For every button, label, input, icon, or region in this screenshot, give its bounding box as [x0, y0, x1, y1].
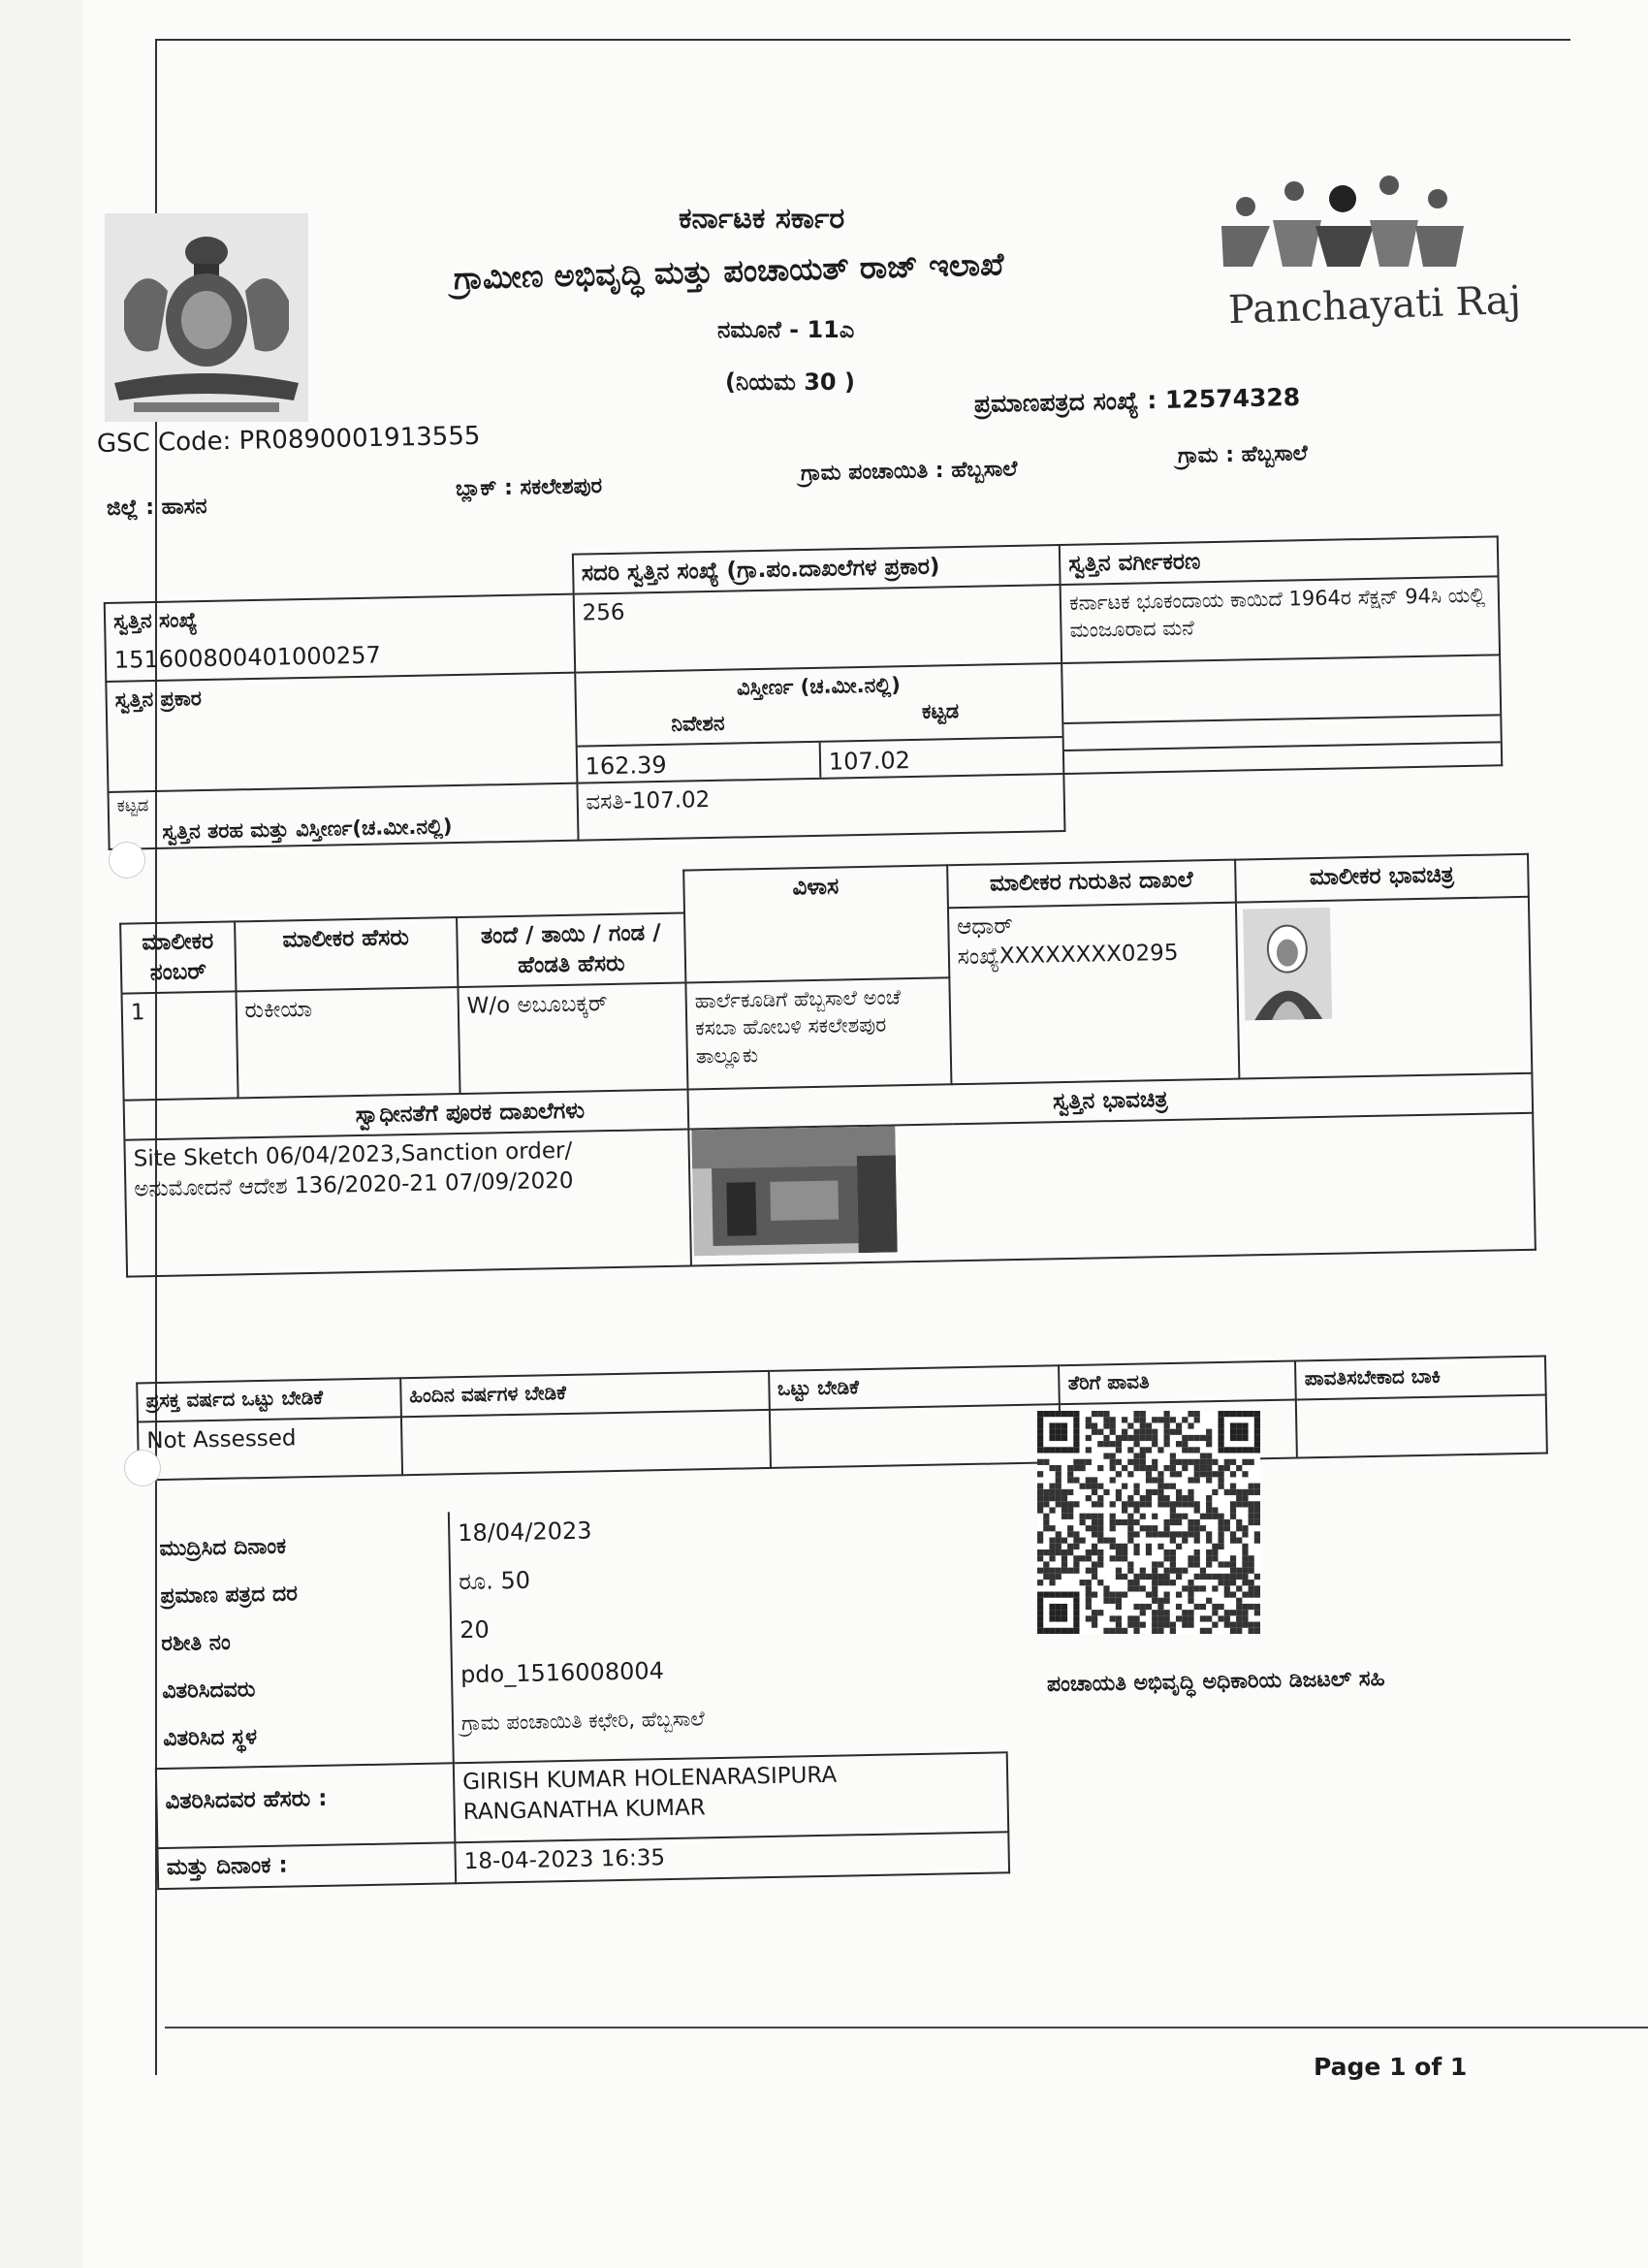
fee-label: ಪ್ರಮಾಣ ಪತ್ರದ ದರ: [160, 1581, 299, 1610]
gsc-code: GSC Code: PR0890001913555: [96, 421, 481, 459]
property-photo-cell: [688, 1113, 1536, 1266]
header-form-number: ನಮೂನೆ - 11ಎ: [717, 316, 855, 343]
property-type-cell: [106, 672, 577, 792]
site-area-header: ನಿವೇಶನ: [671, 711, 725, 736]
property-table: [103, 535, 1504, 850]
tax-value-balance: [1296, 1395, 1547, 1458]
issuer-name-line2: RANGANATHA KUMAR: [462, 1795, 706, 1826]
owner-header-name: ಮಾಲೀಕರ ಹೆಸರು: [235, 917, 458, 991]
tax-table: [136, 1356, 1548, 1482]
owner-name-value: ರುಕೀಯಾ: [236, 987, 460, 1098]
certificate-number: ಪ್ರಮಾಣಪತ್ರದ ಸಂಖ್ಯೆ : 12574328: [973, 382, 1301, 418]
property-photo-header: ಸ್ವತ್ತಿನ ಭಾವಚಿತ್ರ: [687, 1073, 1533, 1130]
owner-table: [118, 853, 1537, 1278]
place-label: ವಿತರಿಸಿದ ಸ್ಥಳ: [163, 1725, 258, 1752]
tax-value-previous: [401, 1410, 771, 1475]
issued-by-label: ವಿತರಿಸಿದವರು: [162, 1677, 256, 1705]
print-date-value: 18/04/2023: [457, 1517, 592, 1548]
tax-value-current: Not Assessed: [138, 1417, 402, 1480]
tax-value-total: [769, 1404, 1061, 1468]
nature-value: ವಸತಿ-107.02: [577, 774, 1065, 840]
panchayati-raj-logo-text: Panchayati Raj: [1227, 277, 1522, 334]
digital-signature-label: ಪಂಚಾಯತಿ ಅಭಿವೃದ್ಧಿ ಅಧಿಕಾರಿಯ ಡಿಜಟಲ್ ಸಹಿ: [1046, 1666, 1385, 1698]
property-id-header: ಸ್ವತ್ತಿನ ಸಂಖ್ಯೆ: [112, 608, 198, 633]
classification-header: ಸ್ವತ್ತಿನ ವರ್ಗೀಕರಣ: [1060, 536, 1499, 585]
area-header: ವಿಸ್ತೀರ್ಣ (ಚ.ಮೀ.ನಲ್ಲಿ): [736, 673, 902, 700]
tax-header-total: ಒಟ್ಟು ಬೇಡಿಕೆ: [769, 1365, 1060, 1410]
area-cell: [575, 663, 1064, 783]
tax-header-current: ಪ್ರಸಕ್ತ ವರ್ಷದ ಒಟ್ಟು ಬೇಡಿಕೆ: [137, 1378, 400, 1421]
owner-photo-icon: [1243, 904, 1525, 1030]
page-number: Page 1 of 1: [1314, 2053, 1468, 2081]
issuer-name-line1: GIRISH KUMAR HOLENARASIPURA: [461, 1762, 838, 1796]
karnataka-emblem-icon: [105, 213, 308, 422]
header-govt: ಕರ್ನಾಟಕ ಸರ್ಕಾರ: [679, 202, 845, 236]
owner-header-photo: ಮಾಲೀಕರ ಭಾವಚಿತ್ರ: [1235, 854, 1529, 903]
punch-hole: [109, 842, 145, 878]
owner-relation-value: W/o ಅಬೂಬಕ್ಕರ್: [458, 983, 687, 1094]
sadari-number-header: ಸದರಿ ಸ್ವತ್ತಿನ ಸಂಖ್ಯೆ (ಗ್ರಾ.ಪಂ.ದಾಖಲೆಗಳ ಪ್ರಕಾರ): [572, 545, 1060, 594]
owner-header-address: ವಿಳಾಸ: [683, 865, 949, 982]
issue-labels-cell: [151, 1512, 454, 1769]
nature-cell: [109, 783, 579, 849]
issue-table: [150, 1501, 1010, 1890]
form-body: [102, 485, 1620, 1880]
issuer-name-cell: [454, 1752, 1008, 1842]
tax-header-previous: ಹಿಂದಿನ ವರ್ಷಗಳ ಬೇಡಿಕೆ: [400, 1371, 770, 1417]
header-department: ಗ್ರಾಮೀಣ ಅಭಿವೃದ್ಧಿ ಮತ್ತು ಪಂಚಾಯತ್ ರಾಜ್ ಇಲಾಖೆ: [453, 245, 1004, 297]
classification-value: ಕರ್ನಾಟಕ ಭೂಕಂದಾಯ ಕಾಯಿದೆ 1964ರ ಸೆಕ್ಷನ್ 94ಸಿ ಯಲ್ಲಿ ಮಂಜೂರಾದ ಮನೆ: [1061, 576, 1500, 662]
classification-empty-cell: [1062, 655, 1502, 774]
place-value: ಗ್ರಾಮ ಪಂಚಾಯಿತಿ ಕಛೇರಿ, ಹೆಬ್ಬಸಾಲೆ: [460, 1707, 705, 1736]
village-label: ಗ್ರಾಮ : ಹೆಬ್ಬಸಾಲೆ: [1177, 441, 1309, 468]
property-id-value: 151600800401000257: [113, 641, 381, 675]
punch-hole: [124, 1450, 161, 1486]
building-area-header: ಕಟ್ಟಡ: [921, 699, 960, 723]
print-date-label: ಮುದ್ರಿಸಿದ ದಿನಾಂಕ: [159, 1534, 287, 1562]
header-rule: (ನಿಯಮ 30 ): [725, 368, 855, 396]
owner-id-value: ಆಧಾರ್ ಸಂಖ್ಯೆXXXXXXXX0295: [948, 903, 1240, 1085]
and-date-label: ಮತ್ತು ದಿನಾಂಕ :: [157, 1842, 456, 1889]
district-label: ಜಿಲ್ಲೆ : ಹಾಸನ: [106, 494, 207, 521]
documents-value: Site Sketch 06/04/2023,Sanction order/ಅನುಮೋದನೆ ಆದೇಶ 136/2020-21 07/09/2020: [124, 1130, 691, 1277]
owner-header-id: ಮಾಲೀಕರ ಗುರುತಿನ ದಾಖಲೆ: [947, 860, 1236, 909]
owner-address-value: ಹಾರ್ಲೆಕೂಡಿಗೆ ಹೆಬ್ಬಸಾಲೆ ಅಂಚೆ ಕಸಬಾ ಹೋಬಳಿ ಸಕಲೇಶಪುರ ತಾಲ್ಲೂಕು: [685, 977, 951, 1089]
and-date-value: 18-04-2023 16:35: [455, 1832, 1009, 1883]
gram-panchayat-label: ಗ್ರಾಮ ಪಂಚಾಯಿತಿ : ಹೆಬ್ಬಸಾಲೆ: [800, 457, 1018, 486]
panchayati-raj-logo-icon: [1217, 170, 1469, 276]
owner-photo-cell: [1236, 897, 1533, 1079]
sadari-number-value: 256: [573, 585, 1062, 672]
documents-header: ಸ್ವಾಧೀನತೆಗೆ ಪೂರಕ ದಾಖಲೆಗಳು: [124, 1090, 689, 1140]
fee-value: ರೂ. 50: [458, 1566, 531, 1596]
site-area-value: 162.39: [577, 743, 821, 783]
issue-values-cell: [449, 1501, 1007, 1763]
building-area-value: 107.02: [828, 747, 911, 777]
tax-header-balance: ಪಾವತಿಸಬೇಕಾದ ಬಾಕಿ: [1295, 1357, 1545, 1400]
tax-header-paid: ತೆರಿಗೆ ಪಾವತಿ: [1059, 1361, 1296, 1405]
property-type-value: ಕಟ್ಟಡ: [116, 795, 149, 817]
property-type-header: ಸ್ವತ್ತಿನ ಪ್ರಕಾರ: [114, 686, 203, 712]
page-border-top: [155, 39, 1570, 42]
owner-header-number: ಮಾಲೀಕರ ನಂಬರ್: [120, 921, 236, 993]
receipt-value: 20: [459, 1615, 490, 1645]
owner-header-relation: ತಂದೆ / ತಾಯಿ / ಗಂಡ / ಹೆಂಡತಿ ಹೆಸರು: [457, 913, 686, 988]
issued-by-value: pdo_1516008004: [460, 1657, 665, 1689]
nature-header: ಸ್ವತ್ತಿನ ತರಹ ಮತ್ತು ವಿಸ್ತೀರ್ಣ(ಚ.ಮೀ.ನಲ್ಲಿ): [162, 814, 453, 844]
receipt-label: ರಶೀತಿ ನಂ: [161, 1630, 231, 1657]
qr-code-icon: [1037, 1411, 1260, 1634]
property-photo-icon: [691, 1114, 1535, 1265]
block-label: ಬ್ಲಾಕ್ : ಸಕಲೇಶಪುರ: [455, 473, 603, 501]
issuer-name-label: ವಿತರಿಸಿದವರ ಹೆಸರು :: [156, 1763, 456, 1848]
owner-number-value: 1: [122, 992, 238, 1101]
page-border-bottom: [165, 2027, 1648, 2028]
property-id-cell: [105, 594, 575, 682]
